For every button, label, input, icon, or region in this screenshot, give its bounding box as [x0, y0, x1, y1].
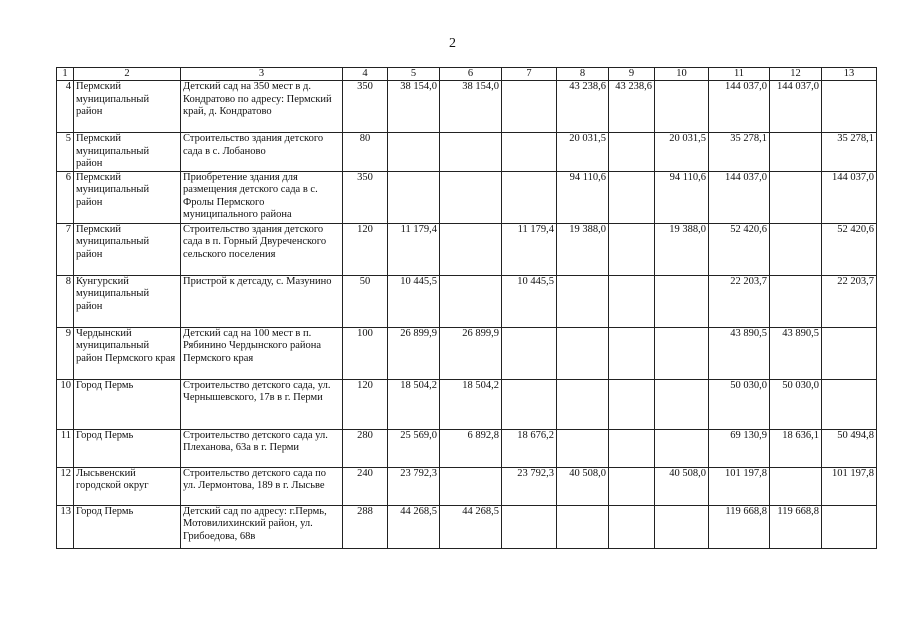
col13-cell: 101 197,8	[822, 467, 877, 505]
places-cell: 120	[343, 379, 388, 429]
col11-cell: 144 037,0	[709, 171, 770, 223]
col7-cell	[502, 171, 557, 223]
col13-cell: 22 203,7	[822, 275, 877, 327]
row-number: 9	[57, 327, 74, 379]
col5-cell	[388, 171, 440, 223]
row-number: 4	[57, 81, 74, 133]
page-number: 2	[449, 36, 456, 51]
district-cell: Кунгурский муниципальный район	[74, 275, 181, 327]
col6-cell: 26 899,9	[440, 327, 502, 379]
object-cell: Строительство детского сада ул. Плеханова, 63а в г. Перми	[181, 429, 343, 467]
col12-cell	[770, 133, 822, 172]
col10-cell	[655, 505, 709, 548]
places-cell: 288	[343, 505, 388, 548]
row-number: 6	[57, 171, 74, 223]
table-row	[57, 275, 877, 327]
table-row	[57, 327, 877, 379]
col9-cell: 43 238,6	[609, 81, 655, 133]
col8-cell: 40 508,0	[557, 467, 609, 505]
column-header: 3	[181, 68, 343, 81]
district-cell: Пермский муниципальный район	[74, 171, 181, 223]
col9-cell	[609, 275, 655, 327]
row-number: 12	[57, 467, 74, 505]
col9-cell	[609, 171, 655, 223]
col13-cell	[822, 379, 877, 429]
col11-cell: 35 278,1	[709, 133, 770, 172]
col12-cell	[770, 275, 822, 327]
col7-cell: 18 676,2	[502, 429, 557, 467]
col7-cell: 23 792,3	[502, 467, 557, 505]
col11-cell: 52 420,6	[709, 223, 770, 275]
column-header: 9	[609, 68, 655, 81]
places-cell: 350	[343, 81, 388, 133]
col6-cell: 38 154,0	[440, 81, 502, 133]
table-row	[57, 379, 877, 429]
col6-cell: 44 268,5	[440, 505, 502, 548]
column-header: 12	[770, 68, 822, 81]
col8-cell: 19 388,0	[557, 223, 609, 275]
col5-cell: 44 268,5	[388, 505, 440, 548]
places-cell: 50	[343, 275, 388, 327]
col12-cell: 144 037,0	[770, 81, 822, 133]
col9-cell	[609, 379, 655, 429]
col11-cell: 101 197,8	[709, 467, 770, 505]
col10-cell	[655, 429, 709, 467]
row-number: 8	[57, 275, 74, 327]
object-cell: Детский сад на 350 мест в д. Кондратово по адресу: Пермский край, д. Кондратово	[181, 81, 343, 133]
col12-cell	[770, 223, 822, 275]
col13-cell: 144 037,0	[822, 171, 877, 223]
col5-cell: 38 154,0	[388, 81, 440, 133]
col11-cell: 119 668,8	[709, 505, 770, 548]
col11-cell: 50 030,0	[709, 379, 770, 429]
col9-cell	[609, 429, 655, 467]
object-cell: Строительство здания детского сада в п. Горный Двуреченского сельского поселения	[181, 223, 343, 275]
col13-cell	[822, 327, 877, 379]
object-cell: Детский сад по адресу: г.Пермь, Мотовилихинский район, ул. Грибоедова, 68в	[181, 505, 343, 548]
col7-cell	[502, 379, 557, 429]
table-row	[57, 81, 877, 133]
col8-cell: 94 110,6	[557, 171, 609, 223]
row-number: 13	[57, 505, 74, 548]
object-cell: Детский сад на 100 мест в п. Рябинино Чердынского района Пермского края	[181, 327, 343, 379]
col12-cell: 119 668,8	[770, 505, 822, 548]
col8-cell	[557, 505, 609, 548]
col5-cell	[388, 133, 440, 172]
col10-cell	[655, 379, 709, 429]
col6-cell	[440, 467, 502, 505]
object-cell: Пристрой к детсаду, с. Мазунино	[181, 275, 343, 327]
col13-cell: 52 420,6	[822, 223, 877, 275]
places-cell: 350	[343, 171, 388, 223]
col7-cell	[502, 81, 557, 133]
places-cell: 120	[343, 223, 388, 275]
table-row	[57, 505, 877, 548]
col8-cell	[557, 429, 609, 467]
col5-cell: 18 504,2	[388, 379, 440, 429]
col10-cell	[655, 327, 709, 379]
column-header: 13	[822, 68, 877, 81]
col7-cell: 11 179,4	[502, 223, 557, 275]
row-number: 7	[57, 223, 74, 275]
col6-cell	[440, 223, 502, 275]
row-number: 11	[57, 429, 74, 467]
col11-cell: 43 890,5	[709, 327, 770, 379]
col8-cell	[557, 275, 609, 327]
col13-cell	[822, 505, 877, 548]
col10-cell	[655, 275, 709, 327]
col5-cell: 11 179,4	[388, 223, 440, 275]
column-header: 5	[388, 68, 440, 81]
district-cell: Город Пермь	[74, 505, 181, 548]
district-cell: Лысьвенский городской округ	[74, 467, 181, 505]
col13-cell: 35 278,1	[822, 133, 877, 172]
col9-cell	[609, 223, 655, 275]
col7-cell	[502, 505, 557, 548]
col5-cell: 10 445,5	[388, 275, 440, 327]
district-cell: Пермский муниципальный район	[74, 223, 181, 275]
district-cell: Город Пермь	[74, 379, 181, 429]
table-row	[57, 171, 877, 223]
district-cell: Город Пермь	[74, 429, 181, 467]
col12-cell	[770, 467, 822, 505]
col7-cell: 10 445,5	[502, 275, 557, 327]
col8-cell: 43 238,6	[557, 81, 609, 133]
col9-cell	[609, 327, 655, 379]
district-cell: Чердынский муниципальный район Пермского края	[74, 327, 181, 379]
col10-cell: 19 388,0	[655, 223, 709, 275]
col6-cell	[440, 133, 502, 172]
col10-cell: 94 110,6	[655, 171, 709, 223]
col10-cell	[655, 81, 709, 133]
col5-cell: 23 792,3	[388, 467, 440, 505]
col9-cell	[609, 505, 655, 548]
places-cell: 80	[343, 133, 388, 172]
places-cell: 280	[343, 429, 388, 467]
table-row	[57, 467, 877, 505]
column-header: 1	[57, 68, 74, 81]
column-header: 7	[502, 68, 557, 81]
object-cell: Приобретение здания для размещения детского сада в с. Фролы Пермского муниципального района	[181, 171, 343, 223]
col11-cell: 144 037,0	[709, 81, 770, 133]
table-row	[57, 133, 877, 172]
district-cell: Пермский муниципальный район	[74, 81, 181, 133]
col8-cell	[557, 327, 609, 379]
col5-cell: 25 569,0	[388, 429, 440, 467]
col9-cell	[609, 133, 655, 172]
col11-cell: 69 130,9	[709, 429, 770, 467]
column-header: 8	[557, 68, 609, 81]
col6-cell: 6 892,8	[440, 429, 502, 467]
col12-cell: 50 030,0	[770, 379, 822, 429]
places-cell: 240	[343, 467, 388, 505]
header-row	[57, 68, 877, 81]
object-cell: Строительство здания детского сада в с. Лобаново	[181, 133, 343, 172]
col13-cell	[822, 81, 877, 133]
col6-cell: 18 504,2	[440, 379, 502, 429]
col8-cell: 20 031,5	[557, 133, 609, 172]
column-header: 10	[655, 68, 709, 81]
col9-cell	[609, 467, 655, 505]
table-row	[57, 429, 877, 467]
col5-cell: 26 899,9	[388, 327, 440, 379]
col6-cell	[440, 171, 502, 223]
row-number: 10	[57, 379, 74, 429]
col10-cell: 40 508,0	[655, 467, 709, 505]
column-header: 2	[74, 68, 181, 81]
district-cell: Пермский муниципальный район	[74, 133, 181, 172]
col7-cell	[502, 327, 557, 379]
object-cell: Строительство детского сада, ул. Чернышевского, 17в в г. Перми	[181, 379, 343, 429]
col12-cell: 43 890,5	[770, 327, 822, 379]
data-table	[56, 67, 877, 549]
col11-cell: 22 203,7	[709, 275, 770, 327]
col8-cell	[557, 379, 609, 429]
col12-cell: 18 636,1	[770, 429, 822, 467]
col7-cell	[502, 133, 557, 172]
table-row	[57, 223, 877, 275]
row-number: 5	[57, 133, 74, 172]
object-cell: Строительство детского сада по ул. Лермонтова, 189 в г. Лысьве	[181, 467, 343, 505]
column-header: 11	[709, 68, 770, 81]
column-header: 6	[440, 68, 502, 81]
col10-cell: 20 031,5	[655, 133, 709, 172]
col13-cell: 50 494,8	[822, 429, 877, 467]
column-header: 4	[343, 68, 388, 81]
col12-cell	[770, 171, 822, 223]
col6-cell	[440, 275, 502, 327]
places-cell: 100	[343, 327, 388, 379]
